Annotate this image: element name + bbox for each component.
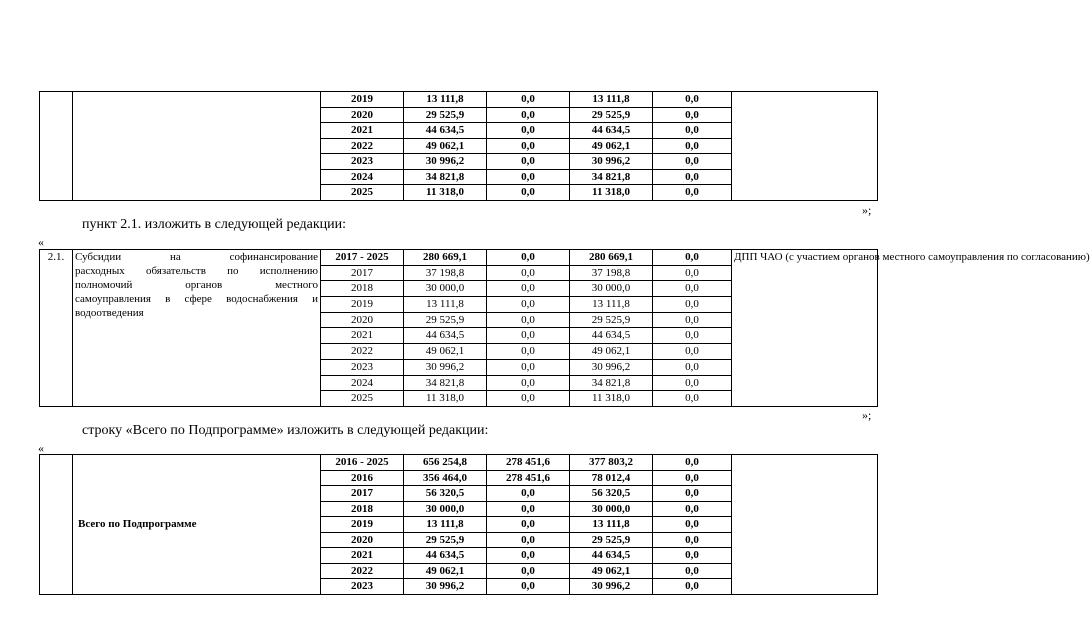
federal-budget-cell: 0,0 — [487, 281, 570, 297]
total-cell: 56 320,5 — [404, 486, 487, 502]
federal-budget-cell: 0,0 — [487, 265, 570, 281]
description-line: Субсидии на софинансирование — [75, 251, 318, 263]
federal-budget-cell: 0,0 — [487, 92, 570, 108]
federal-budget-cell: 0,0 — [487, 359, 570, 375]
federal-budget-cell: 0,0 — [487, 548, 570, 564]
federal-budget-cell: 0,0 — [487, 312, 570, 328]
local-budget-cell: 0,0 — [653, 391, 732, 407]
total-cell: 44 634,5 — [404, 123, 487, 139]
item-number: 2.1. — [40, 250, 73, 407]
total-cell: 356 464,0 — [404, 470, 487, 486]
federal-budget-cell: 0,0 — [487, 297, 570, 313]
year-cell: 2022 — [321, 344, 404, 360]
description-line: самоуправления в сфере водоснабжения и — [75, 293, 318, 305]
local-budget-cell: 0,0 — [653, 107, 732, 123]
local-budget-cell: 0,0 — [653, 250, 732, 266]
year-cell: 2020 — [321, 107, 404, 123]
regional-budget-cell: 49 062,1 — [570, 344, 653, 360]
local-budget-cell: 0,0 — [653, 470, 732, 486]
federal-budget-cell: 0,0 — [487, 532, 570, 548]
total-cell: 30 000,0 — [404, 501, 487, 517]
regional-budget-cell: 30 000,0 — [570, 281, 653, 297]
federal-budget-cell: 0,0 — [487, 579, 570, 595]
description-line: водоотведения — [75, 307, 144, 319]
table-row — [40, 250, 878, 266]
description-text — [75, 250, 318, 320]
year-cell: 2017 — [321, 486, 404, 502]
year-cell: 2019 — [321, 92, 404, 108]
federal-budget-cell: 0,0 — [487, 107, 570, 123]
federal-budget-cell: 0,0 — [487, 486, 570, 502]
local-budget-cell: 0,0 — [653, 375, 732, 391]
regional-budget-cell: 37 198,8 — [570, 265, 653, 281]
local-budget-cell: 0,0 — [653, 92, 732, 108]
federal-budget-cell: 0,0 — [487, 169, 570, 185]
total-cell: 13 111,8 — [404, 92, 487, 108]
local-budget-cell: 0,0 — [653, 154, 732, 170]
year-cell: 2019 — [321, 517, 404, 533]
total-label: Всего по Подпрограмме — [73, 455, 321, 595]
year-cell: 2019 — [321, 297, 404, 313]
year-cell: 2023 — [321, 359, 404, 375]
local-budget-cell: 0,0 — [653, 501, 732, 517]
year-cell: 2023 — [321, 579, 404, 595]
local-budget-cell: 0,0 — [653, 455, 732, 471]
regional-budget-cell: 44 634,5 — [570, 123, 653, 139]
regional-budget-cell: 78 012,4 — [570, 470, 653, 486]
total-cell: 11 318,0 — [404, 391, 487, 407]
description-cell — [73, 92, 321, 201]
local-budget-cell: 0,0 — [653, 138, 732, 154]
year-cell: 2017 — [321, 265, 404, 281]
regional-budget-cell: 29 525,9 — [570, 532, 653, 548]
regional-budget-cell: 30 996,2 — [570, 154, 653, 170]
open-quote-1: « — [38, 235, 44, 249]
total-cell: 29 525,9 — [404, 312, 487, 328]
total-cell: 30 996,2 — [404, 579, 487, 595]
federal-budget-cell: 0,0 — [487, 154, 570, 170]
total-cell: 30 996,2 — [404, 359, 487, 375]
total-cell: 34 821,8 — [404, 375, 487, 391]
year-cell: 2023 — [321, 154, 404, 170]
total-cell: 37 198,8 — [404, 265, 487, 281]
total-cell: 44 634,5 — [404, 548, 487, 564]
total-cell: 29 525,9 — [404, 107, 487, 123]
total-cell: 30 000,0 — [404, 281, 487, 297]
total-cell: 49 062,1 — [404, 138, 487, 154]
year-cell: 2018 — [321, 501, 404, 517]
year-cell: 2021 — [321, 548, 404, 564]
regional-budget-cell: 44 634,5 — [570, 328, 653, 344]
total-cell: 11 318,0 — [404, 185, 487, 201]
year-cell: 2016 - 2025 — [321, 455, 404, 471]
local-budget-cell: 0,0 — [653, 359, 732, 375]
local-budget-cell: 0,0 — [653, 312, 732, 328]
regional-budget-cell: 49 062,1 — [570, 138, 653, 154]
table-row — [40, 455, 878, 471]
year-cell: 2020 — [321, 312, 404, 328]
description-line: расходных обязательств по исполнению — [75, 265, 318, 277]
local-budget-cell: 0,0 — [653, 344, 732, 360]
table-2 — [39, 249, 1090, 407]
local-budget-cell: 0,0 — [653, 169, 732, 185]
executor-cell — [732, 455, 878, 595]
federal-budget-cell: 0,0 — [487, 328, 570, 344]
federal-budget-cell: 0,0 — [487, 391, 570, 407]
total-cell: 656 254,8 — [404, 455, 487, 471]
description-line: полномочий органов местного — [75, 279, 318, 291]
regional-budget-cell: 13 111,8 — [570, 297, 653, 313]
local-budget-cell: 0,0 — [653, 517, 732, 533]
local-budget-cell: 0,0 — [653, 563, 732, 579]
executor-cell — [732, 92, 878, 201]
paragraph-1: пункт 2.1. изложить в следующей редакции: — [82, 217, 346, 232]
paragraph-2: строку «Всего по Подпрограмме» изложить в следующей редакции: — [82, 423, 489, 438]
regional-budget-cell: 34 821,8 — [570, 169, 653, 185]
federal-budget-cell: 278 451,6 — [487, 470, 570, 486]
local-budget-cell: 0,0 — [653, 486, 732, 502]
item-description — [73, 250, 321, 407]
local-budget-cell: 0,0 — [653, 532, 732, 548]
total-cell: 30 996,2 — [404, 154, 487, 170]
regional-budget-cell: 13 111,8 — [570, 92, 653, 108]
local-budget-cell: 0,0 — [653, 579, 732, 595]
federal-budget-cell: 0,0 — [487, 517, 570, 533]
year-cell: 2025 — [321, 391, 404, 407]
year-cell: 2021 — [321, 328, 404, 344]
local-budget-cell: 0,0 — [653, 123, 732, 139]
local-budget-cell: 0,0 — [653, 281, 732, 297]
regional-budget-cell: 56 320,5 — [570, 486, 653, 502]
federal-budget-cell: 0,0 — [487, 501, 570, 517]
federal-budget-cell: 278 451,6 — [487, 455, 570, 471]
local-budget-cell: 0,0 — [653, 185, 732, 201]
regional-budget-cell: 13 111,8 — [570, 517, 653, 533]
regional-budget-cell: 30 996,2 — [570, 579, 653, 595]
regional-budget-cell: 29 525,9 — [570, 312, 653, 328]
year-cell: 2024 — [321, 375, 404, 391]
total-cell: 49 062,1 — [404, 563, 487, 579]
regional-budget-cell: 11 318,0 — [570, 185, 653, 201]
federal-budget-cell: 0,0 — [487, 185, 570, 201]
total-cell: 13 111,8 — [404, 517, 487, 533]
number-cell — [40, 455, 73, 595]
federal-budget-cell: 0,0 — [487, 138, 570, 154]
total-cell: 280 669,1 — [404, 250, 487, 266]
table-3 — [39, 454, 878, 595]
total-cell: 34 821,8 — [404, 169, 487, 185]
year-cell: 2021 — [321, 123, 404, 139]
year-cell: 2017 - 2025 — [321, 250, 404, 266]
regional-budget-cell: 280 669,1 — [570, 250, 653, 266]
regional-budget-cell: 49 062,1 — [570, 563, 653, 579]
local-budget-cell: 0,0 — [653, 328, 732, 344]
regional-budget-cell: 30 000,0 — [570, 501, 653, 517]
year-cell: 2018 — [321, 281, 404, 297]
total-cell: 29 525,9 — [404, 532, 487, 548]
year-cell: 2022 — [321, 563, 404, 579]
federal-budget-cell: 0,0 — [487, 563, 570, 579]
local-budget-cell: 0,0 — [653, 548, 732, 564]
regional-budget-cell: 29 525,9 — [570, 107, 653, 123]
open-quote-2: « — [38, 441, 44, 455]
total-cell: 44 634,5 — [404, 328, 487, 344]
close-quote-1: »; — [862, 203, 872, 217]
executor-cell: ДПП ЧАО (с участием органов местного самоуправления по согласованию) — [732, 250, 878, 407]
federal-budget-cell: 0,0 — [487, 123, 570, 139]
federal-budget-cell: 0,0 — [487, 250, 570, 266]
regional-budget-cell: 30 996,2 — [570, 359, 653, 375]
year-cell: 2020 — [321, 532, 404, 548]
total-cell: 49 062,1 — [404, 344, 487, 360]
number-cell — [40, 92, 73, 201]
table-row — [40, 92, 878, 108]
local-budget-cell: 0,0 — [653, 265, 732, 281]
regional-budget-cell: 11 318,0 — [570, 391, 653, 407]
table-1-tail — [39, 91, 878, 201]
federal-budget-cell: 0,0 — [487, 344, 570, 360]
year-cell: 2025 — [321, 185, 404, 201]
regional-budget-cell: 34 821,8 — [570, 375, 653, 391]
regional-budget-cell: 44 634,5 — [570, 548, 653, 564]
regional-budget-cell: 377 803,2 — [570, 455, 653, 471]
federal-budget-cell: 0,0 — [487, 375, 570, 391]
close-quote-2: »; — [862, 408, 872, 422]
year-cell: 2024 — [321, 169, 404, 185]
year-cell: 2022 — [321, 138, 404, 154]
year-cell: 2016 — [321, 470, 404, 486]
local-budget-cell: 0,0 — [653, 297, 732, 313]
total-cell: 13 111,8 — [404, 297, 487, 313]
